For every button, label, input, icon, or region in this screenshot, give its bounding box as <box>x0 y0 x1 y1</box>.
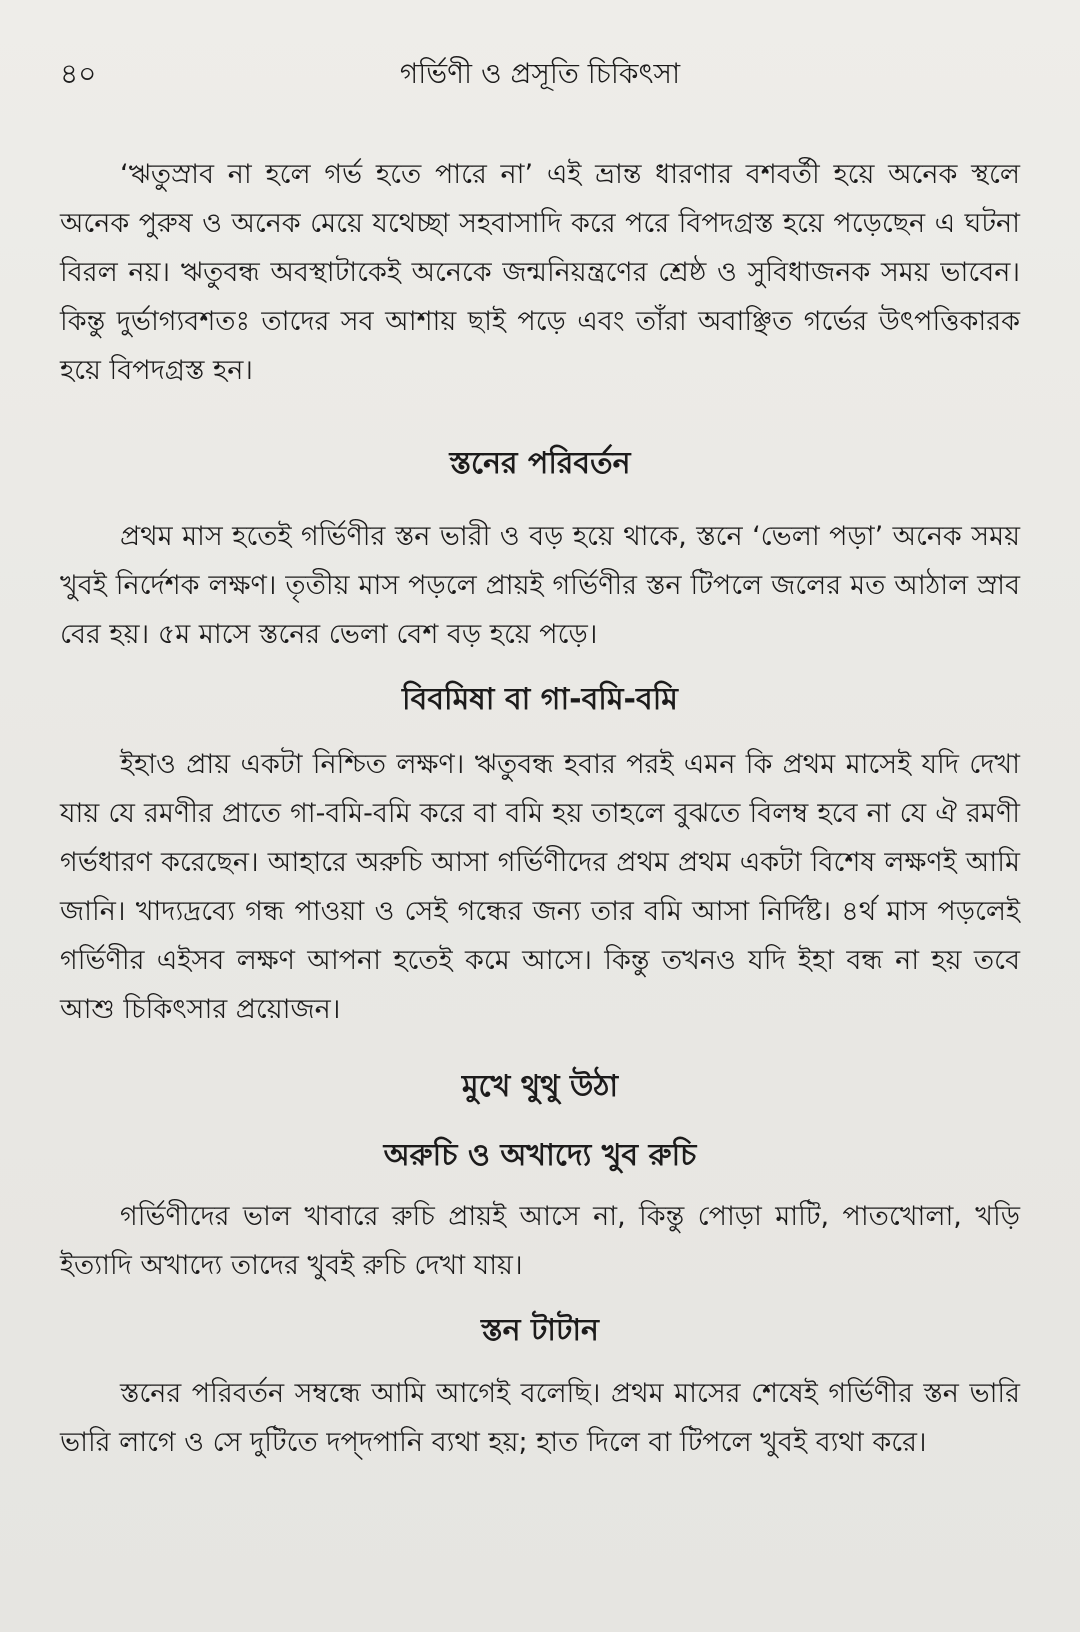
paragraph-breast-changes: প্রথম মাস হতেই গর্ভিণীর স্তন ভারী ও বড় হয়ে থাকে, স্তনে ‘ভেলা পড়া’ অনেক সময় খুবই নির্দেশক লক্ষণ। তৃতীয় মাস পড়লে প্রায়ই গর্ভিণীর স্তন টিপলে জলের মত আঠাল স্রাব বের হয়। ৫ম মাসে স্তনের ভেলা বেশ বড় হয়ে পড়ে। <box>60 521 1020 650</box>
paragraph-breast-tenderness: স্তনের পরিবর্তন সম্বন্ধে আমি আগেই বলেছি। প্রথম মাসের শেষেই গর্ভিণীর স্তন ভারি ভারি লাগে ও সে দুটিতে দপ্‌দপানি ব্যথা হয়; হাত দিলে বা টিপলে খুবই ব্যথা করে। <box>60 1378 1020 1458</box>
paragraph-menstruation-misconception: ‘ঋতুস্রাব না হলে গর্ভ হতে পারে না’ এই ভ্রান্ত ধারণার বশবর্তী হয়ে অনেক স্থলে অনেক পুরুষ ও অনেক মেয়ে যথেচ্ছা সহবাসাদি করে পরে বিপদগ্রস্ত হয়ে পড়েছেন এ ঘটনা বিরল নয়। ঋতুবন্ধ অবস্থাটাকেই অনেকে জন্মনিয়ন্ত্রণের শ্রেষ্ঠ ও সুবিধাজনক সময় ভাবেন। কিন্তু দুর্ভাগ্যবশতঃ তাদের সব আশায় ছাই পড়ে এবং তাঁরা অবাঞ্ছিত গর্ভের উৎপত্তিকারক হয়ে বিপদগ্রস্ত হন। <box>60 159 1020 386</box>
heading-salivation: মুখে থুথু উঠা <box>461 1069 619 1104</box>
heading-food-cravings: অরুচি ও অখাদ্যে খুব রুচি <box>383 1138 697 1173</box>
heading-nausea: বিবমিষা বা গা-বমি-বমি <box>402 682 678 717</box>
running-title: গর্ভিণী ও প্রসূতি চিকিৎসা <box>399 57 681 90</box>
heading-breast-tenderness: স্তন টাটান <box>481 1313 599 1348</box>
running-header <box>60 40 1020 100</box>
heading-breast-changes: স্তনের পরিবর্তন <box>449 446 631 481</box>
paragraph-nausea: ইহাও প্রায় একটা নিশ্চিত লক্ষণ। ঋতুবন্ধ হবার পরই এমন কি প্রথম মাসেই যদি দেখা যায় যে রমণীর প্রাতে গা-বমি-বমি করে বা বমি হয় তাহলে বুঝতে বিলম্ব হবে না যে ঐ রমণী গর্ভধারণ করেছেন। আহারে অরুচি আসা গর্ভিণীদের প্রথম প্রথম একটা বিশেষ লক্ষণই আমি জানি। খাদ্যদ্রব্যে গন্ধ পাওয়া ও সেই গন্ধের জন্য তার বমি আসা নির্দিষ্ট। ৪র্থ মাস পড়লেই গর্ভিণীর এইসব লক্ষণ আপনা হতেই কমে আসে। কিন্তু তখনও যদি ইহা বন্ধ না হয় তবে আশু চিকিৎসার প্রয়োজন। <box>60 749 1020 1025</box>
page-number: ৪০ <box>60 57 97 90</box>
paragraph-food-cravings: গর্ভিণীদের ভাল খাবারে রুচি প্রায়ই আসে না, কিন্তু পোড়া মাটি, পাতখোলা, খড়ি ইত্যাদি অখাদ্যে তাদের খুবই রুচি দেখা যায়। <box>60 1201 1020 1281</box>
